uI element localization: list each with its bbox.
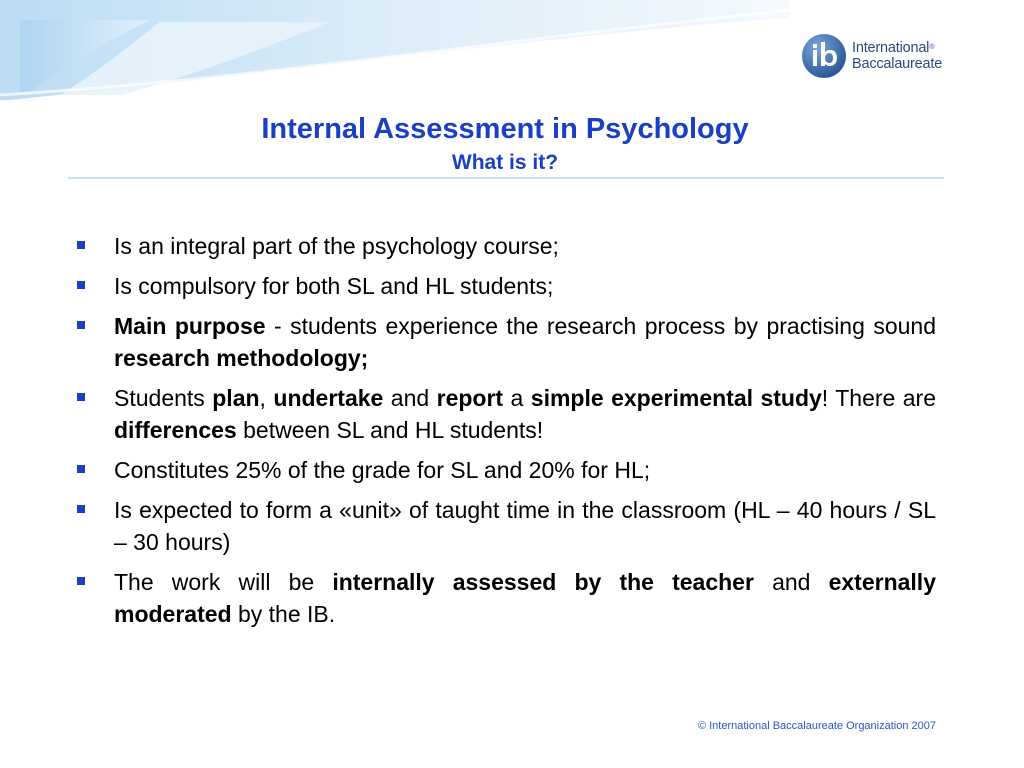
bullet-item bbox=[76, 566, 936, 630]
logo-line-1: International bbox=[852, 40, 930, 56]
bullet-text: between SL and HL students! bbox=[236, 417, 544, 443]
ib-logo bbox=[800, 30, 960, 82]
bullet-text: ! There are bbox=[821, 385, 937, 411]
bullet-text: Is compulsory for both SL and HL students; bbox=[114, 273, 554, 299]
bullet-item bbox=[76, 270, 936, 302]
bullet-bold-text: report bbox=[436, 385, 504, 411]
bullet-text: - students experience the research process by practising sound bbox=[265, 313, 936, 339]
bullet-item bbox=[76, 454, 936, 486]
bullet-bold-text: plan bbox=[212, 385, 260, 411]
bullet-text: by the IB. bbox=[231, 601, 336, 627]
bullet-bold-text: internally assessed by the teacher bbox=[332, 569, 754, 595]
ib-logo-wordmark bbox=[852, 40, 942, 72]
bullet-list bbox=[76, 230, 936, 638]
bullet-marker-icon bbox=[77, 321, 85, 329]
bullet-bold-text: undertake bbox=[273, 385, 384, 411]
bullet-marker-icon bbox=[77, 281, 85, 289]
logo-line-2: Baccalaureate bbox=[852, 56, 943, 72]
bullet-marker-icon bbox=[77, 505, 85, 513]
bullet-text: and bbox=[753, 569, 829, 595]
bullet-text: Students bbox=[114, 385, 213, 411]
title-divider bbox=[68, 177, 944, 179]
bullet-text: , bbox=[259, 385, 274, 411]
bullet-item bbox=[76, 310, 936, 374]
bullet-item bbox=[76, 230, 936, 262]
bullet-marker-icon bbox=[77, 241, 85, 249]
bullet-bold-text: externally moderated bbox=[114, 569, 936, 627]
bullet-bold-text: differences bbox=[114, 417, 237, 443]
bullet-bold-text: simple experimental study bbox=[530, 385, 822, 411]
bullet-text: Constitutes 25% of the grade for SL and 20% for HL; bbox=[114, 457, 651, 483]
bullet-text: The work will be bbox=[114, 569, 333, 595]
bullet-marker-icon bbox=[77, 577, 85, 585]
slide-subtitle: What is it? bbox=[451, 151, 559, 174]
bullet-marker-icon bbox=[77, 393, 85, 401]
bullet-text: Is an integral part of the psychology course; bbox=[114, 233, 559, 259]
bullet-item bbox=[76, 494, 936, 558]
bullet-text: Is expected to form a «unit» of taught time in the classroom (HL – 40 hours / SL – 30 hours) bbox=[114, 497, 936, 555]
bullet-bold-text: Main purpose bbox=[114, 313, 266, 339]
slide-title: Internal Assessment in Psychology bbox=[261, 113, 749, 145]
bullet-text: and bbox=[383, 385, 437, 411]
bullet-bold-text: research methodology; bbox=[114, 345, 369, 371]
registered-mark: ® bbox=[929, 44, 935, 51]
bullet-text: a bbox=[503, 385, 531, 411]
copyright-footer: © International Baccalaureate Organization 2007 bbox=[697, 720, 936, 732]
bullet-marker-icon bbox=[77, 465, 85, 473]
bullet-item bbox=[76, 382, 936, 446]
ib-logo-icon bbox=[800, 32, 848, 80]
